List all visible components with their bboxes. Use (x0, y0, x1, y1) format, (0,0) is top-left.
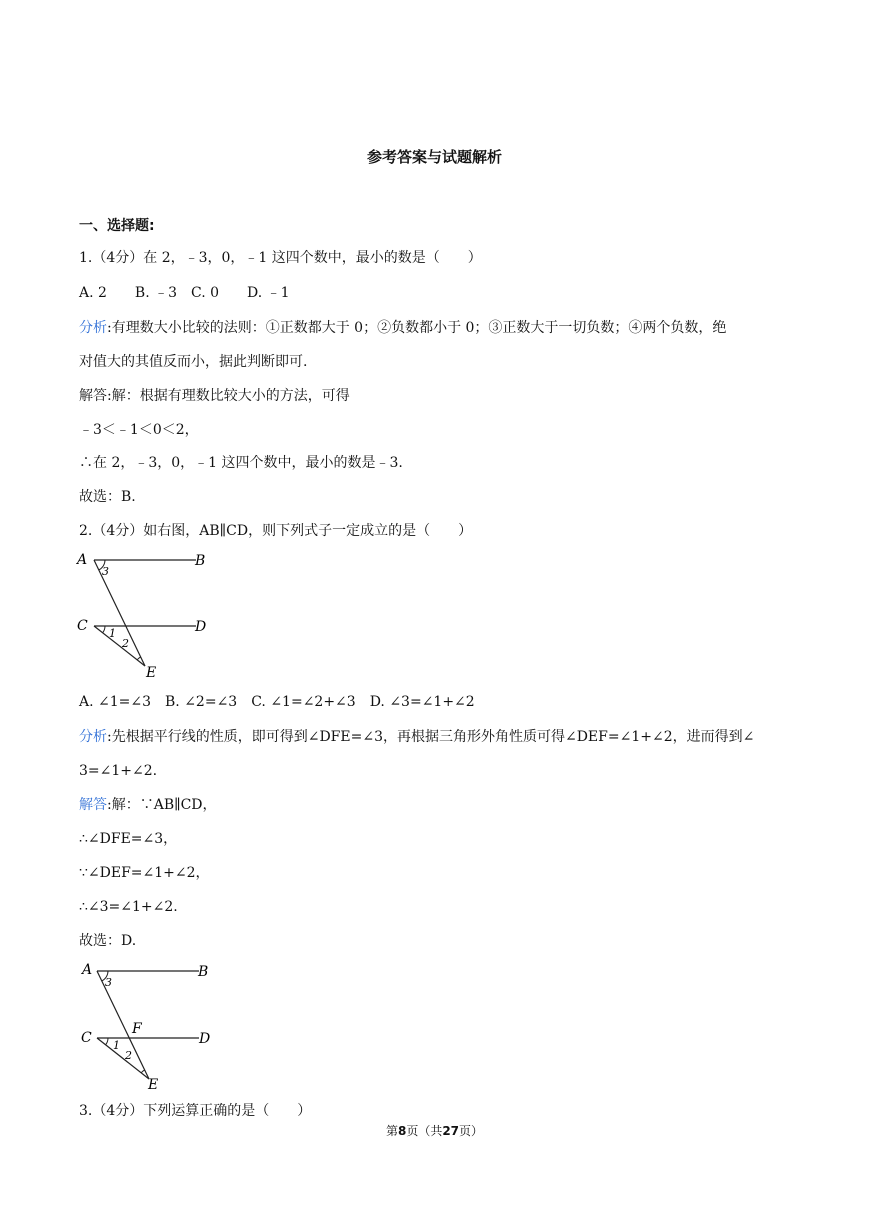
q2-answer-line1 (79, 795, 217, 815)
q2-analysis-line1 (79, 727, 754, 747)
label-D: D (199, 1031, 211, 1047)
label-C: C (77, 618, 88, 634)
answer-label: 解答 (79, 797, 107, 813)
q2-options: A. ∠1=∠3 B. ∠2=∠3 C. ∠1=∠2+∠3 D. ∠3=∠1+∠2 (79, 694, 475, 710)
q1-analysis-line2: 对值大的其值反而小，据此判断即可. (79, 354, 308, 370)
q2-answer-line2: ∴∠DFE=∠3， (79, 831, 178, 847)
q1-analysis-text: :有理数大小比较的法则：①正数都大于 0；②负数都小于 0；③正数大于一切负数；④两个负数，绝 (107, 320, 727, 336)
label-D: D (195, 619, 207, 635)
angle-1-label: 1 (113, 1039, 120, 1052)
q1-options: A. 2 B. ﹣3 C. 0 D. ﹣1 (79, 285, 290, 301)
parallel-lines-figure-2 (74, 958, 224, 1094)
label-F: F (132, 1021, 142, 1037)
angle-3-label: 3 (102, 565, 109, 578)
q1-analysis-line1 (79, 318, 726, 338)
label-E: E (148, 1077, 159, 1093)
q3-stem: 3.（4分）下列运算正确的是（ ） (79, 1103, 312, 1119)
angle-2-label: 2 (125, 1049, 132, 1062)
q2-stem: 2.（4分）如右图，AB∥CD，则下列式子一定成立的是（ ） (79, 523, 473, 539)
q1-answer-line2: ﹣3＜﹣1＜0＜2， (79, 422, 199, 438)
section-heading: 一、选择题: (79, 218, 155, 234)
q2-analysis-text: :先根据平行线的性质，即可得到∠DFE=∠3，再根据三角形外角性质可得∠DEF=∠1+∠2，进而得到∠ (107, 729, 755, 745)
angle-3-label: 3 (105, 976, 112, 989)
q1-answer-line3: ∴在 2，﹣3，0，﹣1 这四个数中，最小的数是﹣3. (79, 455, 403, 471)
page-title: 参考答案与试题解析 (366, 148, 502, 166)
q1-choice: 故选：B. (79, 489, 136, 505)
parallel-lines-figure-1 (74, 548, 224, 684)
q2-answer-text: :解：∵AB∥CD， (107, 797, 217, 813)
label-B: B (195, 553, 206, 569)
analysis-label: 分析 (79, 320, 107, 336)
q1-stem: 1.（4分）在 2，﹣3，0，﹣1 这四个数中，最小的数是（ ） (79, 250, 482, 266)
q1-answer-line1: 解答:解：根据有理数比较大小的方法，可得 (79, 388, 350, 404)
label-C: C (81, 1030, 92, 1046)
footer-suffix: 页） (459, 1124, 484, 1138)
q2-choice: 故选：D. (79, 933, 137, 949)
q2-answer-line4: ∴∠3=∠1+∠2. (79, 899, 178, 915)
angle-2-label: 2 (122, 637, 129, 650)
label-A: A (77, 552, 88, 568)
label-E: E (146, 665, 157, 681)
label-A: A (82, 962, 93, 978)
q2-analysis-line2: 3=∠1+∠2. (79, 763, 158, 779)
angle-1-label: 1 (109, 627, 116, 640)
footer-middle: 页（共 (406, 1124, 443, 1138)
footer-prefix: 第 (385, 1124, 398, 1138)
q2-answer-line3: ∵∠DEF=∠1+∠2， (79, 865, 210, 881)
label-B: B (198, 964, 209, 980)
total-page-count: 27 (442, 1124, 460, 1138)
current-page-number: 8 (397, 1124, 407, 1138)
page-footer (0, 1122, 869, 1139)
analysis-label: 分析 (79, 729, 107, 745)
